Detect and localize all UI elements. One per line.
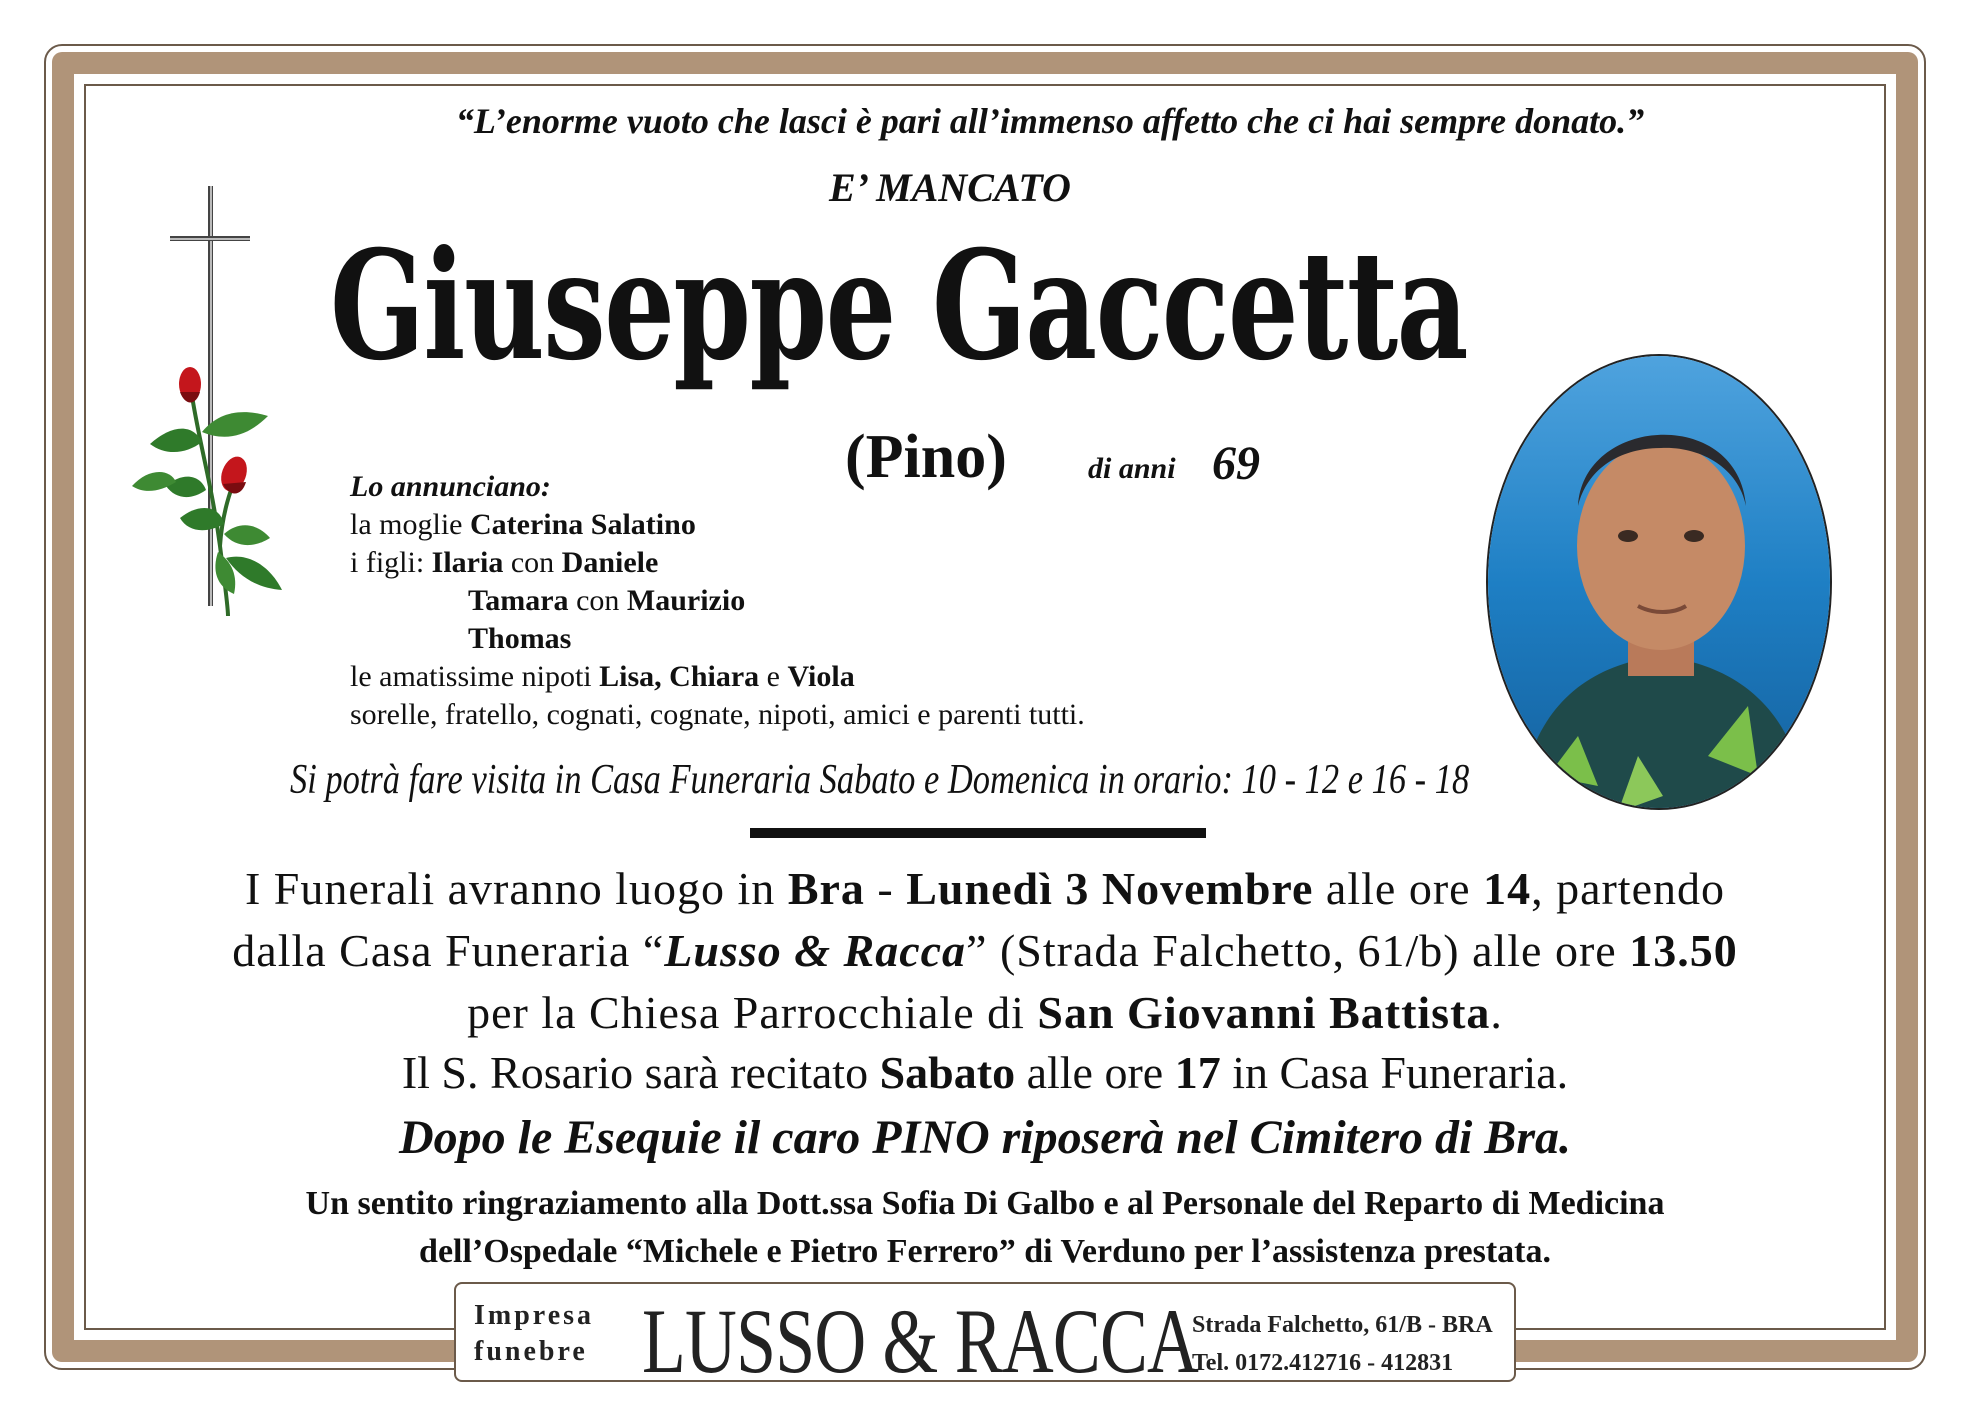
announcer-grandchildren [350,658,1085,696]
wife-name: Caterina Salatino [469,508,696,541]
funeral-text: ” (Strada Falchetto, 61/b) alle ore [966,925,1630,976]
funeral-text: I Funerali avranno luogo in [244,863,788,914]
thanks-line-2: dell’Ospedale “Michele e Pietro Ferrero” di Verduno per l’assistenza prestata. [419,1233,1551,1270]
funeral-details [100,858,1870,1044]
announcer-child-3 [350,620,1085,658]
child-1-partner: Daniele [561,546,659,579]
church-name: San Giovanni Battista [1037,987,1491,1038]
funeral-text: alle ore [1313,863,1484,914]
grandchild-2: Chiara [669,660,760,693]
departure-time: 13.50 [1629,925,1738,976]
funeral-text: , partendo [1531,863,1725,914]
announcer-child-2 [350,582,1085,620]
children-prefix: i figli: [350,546,425,579]
funeral-date: Lunedì 3 Novembre [906,863,1314,914]
grandchild-3: Viola [787,660,855,693]
age-value: 69 [1212,437,1260,490]
funeral-text: dalla Casa Funeraria “ [232,925,665,976]
funeral-line-2 [100,920,1870,982]
funeral-line-1 [100,858,1870,920]
announcer-child-1 [350,544,1085,582]
rosary-text: in Casa Funeraria. [1220,1047,1569,1098]
funebre-word: funebre [474,1336,588,1367]
announcer-wife [350,506,1085,544]
funeral-text: . [1490,987,1503,1038]
thanks-note [100,1180,1870,1276]
thanks-line-1: Un sentito ringraziamento alla Dott.ssa Sofia Di Galbo e al Personale del Reparto di Medicina [305,1185,1665,1222]
visiting-hours: Si potrà fare visita in Casa Funeraria Sabato e Domenica in orario: 10 - 12 e 16 - 18 [290,757,1470,803]
deceased-nickname: (Pino) [845,423,1007,491]
child-2-partner: Maurizio [626,584,746,617]
funeral-text: per la Chiesa Parrocchiale di [467,987,1038,1038]
death-announcement-heading: E’ MANCATO [829,165,1071,210]
child-3-name: Thomas [468,622,572,655]
with-word: con [576,584,620,617]
funeral-home-contact [1192,1306,1493,1382]
funeral-line-3 [100,982,1870,1044]
announcer-relatives: sorelle, fratello, cognati, cognate, nipoti, amici e parenti tutti. [350,698,1085,731]
cross-with-roses-icon [130,186,310,626]
burial-note: Dopo le Esequie il caro PINO riposerà nel Cimitero di Bra. [398,1111,1571,1164]
announcers-list [350,468,1085,734]
rosary-day: Sabato [879,1047,1016,1098]
age-prefix: di anni [1088,452,1176,485]
portrait-photo [1486,354,1832,810]
rosary-text: alle ore [1015,1047,1175,1098]
epigraph-quote: “L’enorme vuoto che lasci è pari all’immenso affetto che ci hai sempre donato.” [455,101,1645,141]
section-divider [750,828,1206,838]
funeral-home-name: Lusso & Racca [664,925,967,976]
with-word: con [510,546,555,579]
rosary-text: Il S. Rosario sarà recitato [401,1047,880,1098]
funeral-text: - [864,863,907,914]
grandchild-1: Lisa, [599,660,662,693]
portrait-illustration [1488,356,1832,810]
funeral-city: Bra [787,863,865,914]
rosary-details [100,1046,1870,1099]
impresa-word: Impresa [474,1300,595,1331]
funeral-home-label [474,1298,594,1370]
announcers-lead: Lo annunciano: [350,470,551,503]
rosary-time: 17 [1174,1047,1221,1098]
child-2-name: Tamara [468,584,569,617]
and-word: e [766,660,780,693]
grandchildren-prefix: le amatissime nipoti [350,660,592,693]
funeral-home-address: Strada Falchetto, 61/B - BRA [1192,1312,1493,1338]
funeral-home-brand: LUSSO & RACCA [642,1290,1199,1392]
funeral-home-phone: Tel. 0172.412716 - 412831 [1192,1350,1454,1376]
funeral-time: 14 [1483,863,1532,914]
child-1-name: Ilaria [431,546,504,579]
deceased-name: Giuseppe Gaccetta [330,218,1468,394]
wife-prefix: la moglie [350,508,463,541]
